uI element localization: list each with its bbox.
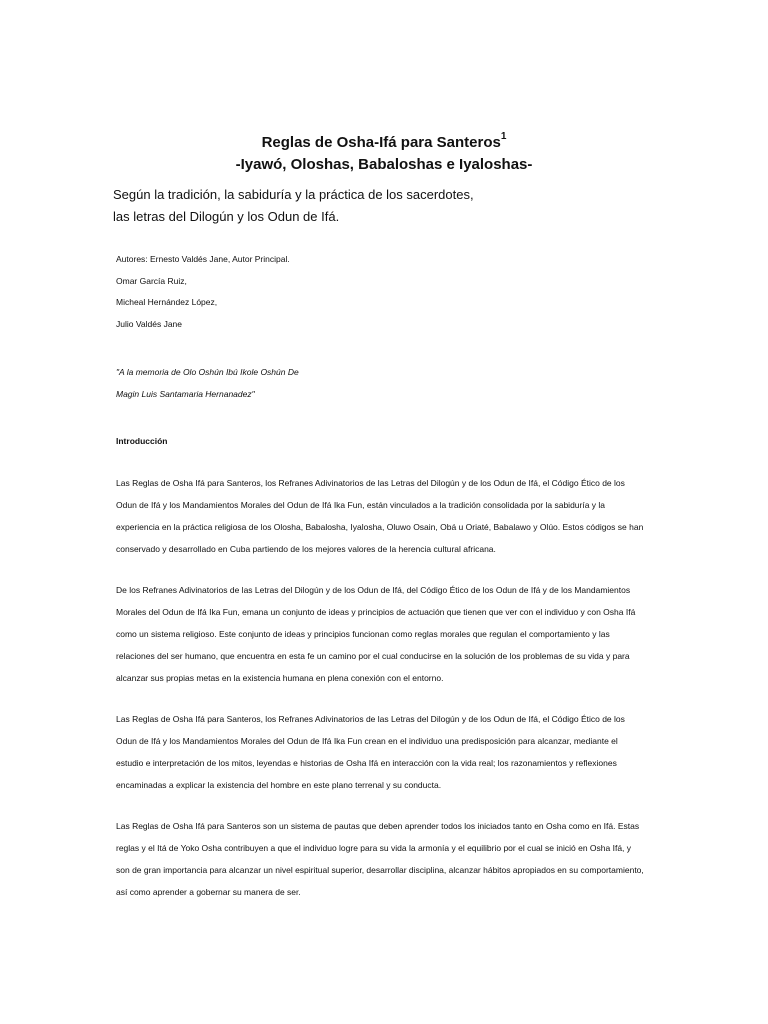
paragraph-line: De los Refranes Adivinatorios de las Letras del Dilogún y de los Odun de Ifá, del Código Ético de los Odun de Ifá y de los Mandamientos xyxy=(116,585,631,595)
title-text: Reglas de Osha-Ifá para Santeros xyxy=(261,134,501,151)
paragraph-line: Odun de Ifá y los Mandamientos Morales del Odun de Ifá Ika Fun crean en el individuo una predisposición para alcanzar, mediante el xyxy=(116,736,618,746)
dedication-line: Magin Luis Santamaria Hernanadez" xyxy=(116,389,255,399)
paragraph-line: son de gran importancia para alcanzar un nivel espiritual superior, desarrollar disciplina, alcanzar hábitos apropiados en su comportamiento, xyxy=(116,865,644,875)
paragraph-line: conservado y desarrollado en Cuba partiendo de los mejores valores de la herencia cultural africana. xyxy=(116,544,496,554)
paragraph-line: Las Reglas de Osha Ifá para Santeros, los Refranes Adivinatorios de las Letras del Dilogún y de los Odun de Ifá, el Código Ético de los xyxy=(116,714,625,724)
paragraph-line: como un sistema religioso. Este conjunto de ideas y principios funcionan como reglas morales que regulan el comportamiento y las xyxy=(116,629,610,639)
author-line: Autores: Ernesto Valdés Jane, Autor Principal. xyxy=(116,254,290,264)
document-title xyxy=(0,131,768,152)
paragraph-line: relaciones del ser humano, que encuentra en esta fe un camino por el cual conducirse en la solución de los problemas de su vida y para xyxy=(116,651,630,661)
paragraph xyxy=(116,815,662,903)
paragraph-line: encaminadas a explicar la existencia del hombre en este plano terrenal y su conducta. xyxy=(116,780,442,790)
paragraph-line: Odun de Ifá y los Mandamientos Morales del Odun de Ifá Ika Fun, están vinculados a la tradición consolidada por la sabiduría y la xyxy=(116,500,606,510)
section-heading: Introducción xyxy=(116,436,168,446)
title-footnote-marker[interactable]: 1 xyxy=(500,131,507,142)
paragraph-line: alcanzar sus propias metas en la existencia humana en plena conexión con el entorno. xyxy=(116,673,444,683)
author-line: Micheal Hernández López, xyxy=(116,297,218,307)
paragraph xyxy=(116,472,662,560)
paragraph-line: reglas y el Itá de Yoko Osha contribuyen a que el individuo logre para su vida la armonía y el equilibrio por el cual se inició en Osha Ifá, y xyxy=(116,843,632,853)
paragraph xyxy=(116,708,662,796)
author-line: Julio Valdés Jane xyxy=(116,319,182,329)
paragraph xyxy=(116,579,662,689)
paragraph-line: experiencia en la práctica religiosa de los Olosha, Babalosha, Iyalosha, Oluwo Osain, Obá u Oriaté, Babalawo y Olúo. Estos códigos se han xyxy=(116,522,644,532)
paragraph-line: así como aprender a gobernar su manera de ser. xyxy=(116,887,301,897)
paragraph-line: Las Reglas de Osha Ifá para Santeros son un sistema de pautas que deben aprender todos los iniciados tanto en Osha como en Ifá. Estas xyxy=(116,821,640,831)
dedication-line: "A la memoria de Olo Oshún Ibú Ikole Oshún De xyxy=(116,367,299,377)
paragraph-line: estudio e interpretación de los mitos, leyendas e historias de Osha Ifá en interacción con la vida real; los razonamientos y reflexiones xyxy=(116,758,617,768)
paragraph-line: Las Reglas de Osha Ifá para Santeros, los Refranes Adivinatorios de las Letras del Dilogún y de los Odun de Ifá, el Código Ético de los xyxy=(116,478,625,488)
author-line: Omar García Ruiz, xyxy=(116,276,187,286)
subtitle-line-2: las letras del Dilogún y los Odun de Ifá. xyxy=(113,209,340,224)
paragraph-line: Morales del Odun de Ifá Ika Fun, emana un conjunto de ideas y principios de actuación que tienen que ver con el individuo y con Osha Ifá xyxy=(116,607,636,617)
subtitle-line-1: Según la tradición, la sabiduría y la práctica de los sacerdotes, xyxy=(113,187,474,202)
document-subtitle-heading: -Iyawó, Oloshas, Babaloshas e Iyaloshas- xyxy=(235,156,533,173)
